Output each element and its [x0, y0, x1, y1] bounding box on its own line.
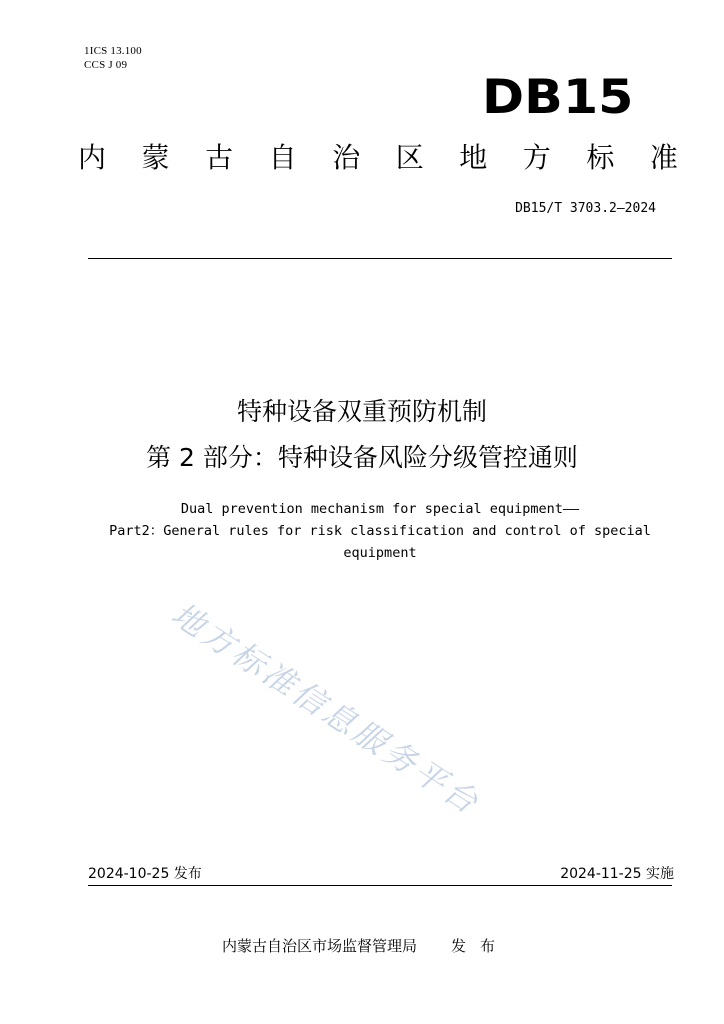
issuer-name: 内蒙古自治区市场监督管理局 — [222, 937, 418, 955]
db15-logo: DB15 — [482, 70, 634, 125]
standard-type-char: 内 — [78, 141, 107, 174]
header-divider — [88, 258, 672, 259]
implement-date: 2024-11-25 实施 — [560, 866, 674, 882]
issuer-line — [222, 936, 509, 956]
classification-codes — [84, 44, 142, 72]
standard-type-char: 准 — [649, 141, 678, 174]
ics-code: 1ICS 13.100 — [84, 45, 142, 57]
title-en-line2: Part2：General rules for risk classification and control of special — [109, 523, 651, 539]
title-zh-line2: 第 2 部分：特种设备风险分级管控通则 — [146, 443, 578, 472]
standard-type-char: 方 — [522, 141, 551, 174]
issuer-action: 发布 — [451, 937, 510, 955]
watermark: 地方标准信息服务平台 — [164, 594, 488, 823]
standard-type-char: 标 — [586, 141, 615, 174]
footer-divider — [88, 885, 672, 886]
standard-type-char: 蒙 — [141, 141, 170, 174]
standard-type-char: 区 — [395, 141, 424, 174]
standard-type-char: 自 — [268, 141, 297, 174]
standard-type-title — [78, 140, 678, 176]
standard-type-char: 地 — [459, 141, 488, 174]
standard-type-char: 古 — [205, 141, 234, 174]
standard-type-char: 治 — [332, 141, 361, 174]
title-en-line3: equipment — [343, 545, 417, 561]
standard-number: DB15/T 3703.2—2024 — [515, 201, 656, 216]
publish-date: 2024-10-25 发布 — [88, 866, 202, 882]
title-en-line1: Dual prevention mechanism for special equipment—— — [180, 501, 580, 517]
title-zh-line1: 特种设备双重预防机制 — [236, 397, 487, 426]
ccs-code: CCS J 09 — [84, 59, 128, 71]
